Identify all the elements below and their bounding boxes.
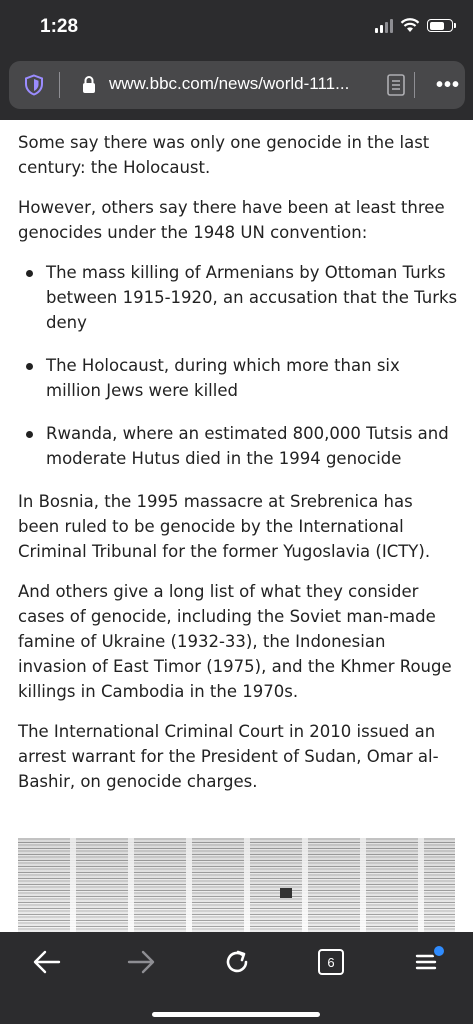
list-item: The mass killing of Armenians by Ottoman Turks between 1915-1920, an accusation that the Turks deny: [18, 260, 458, 335]
list-item: The Holocaust, during which more than six million Jews were killed: [18, 353, 458, 403]
list-item: Rwanda, where an estimated 800,000 Tutsis and moderate Hutus died in the 1994 genocide: [18, 421, 458, 471]
photo-shade: [18, 838, 455, 936]
more-icon[interactable]: •••: [436, 74, 461, 96]
article-paragraph: The International Criminal Court in 2010 issued an arrest warrant for the President of Sudan, Omar al-Bashir, on genocide charges.: [18, 722, 439, 791]
signal-icon: [375, 19, 393, 33]
back-button[interactable]: [27, 942, 67, 982]
article-body: [18, 130, 458, 809]
lock-icon: [82, 75, 96, 94]
reader-mode-icon[interactable]: [387, 74, 405, 96]
status-time: 1:28: [40, 16, 79, 37]
divider: [59, 72, 60, 98]
wifi-icon: [400, 18, 420, 33]
reload-icon: [224, 949, 250, 975]
article-photo: [18, 838, 455, 936]
photo-detail: [280, 888, 292, 898]
forward-button[interactable]: [121, 942, 161, 982]
tabs-button[interactable]: [311, 942, 351, 982]
bullet-list: [18, 260, 458, 471]
status-bar: [0, 0, 473, 58]
forward-icon: [127, 950, 155, 974]
article-paragraph: In Bosnia, the 1995 massacre at Srebrenica has been ruled to be genocide by the International Criminal Tribunal for the former Yugoslavia (ICTY).: [18, 492, 431, 561]
battery-icon: [427, 19, 453, 32]
article-paragraph: And others give a long list of what they consider cases of genocide, including the Soviet man-made famine of Ukraine (1932-33), the Indonesian invasion of East Timor (1975), and the Khmer Rouge killings in Cambodia in the 1970s.: [18, 582, 452, 701]
back-icon: [33, 950, 61, 974]
divider: [414, 72, 415, 98]
article-paragraph: However, others say there have been at least three genocides under the 1948 UN convention:: [18, 198, 445, 242]
reload-button[interactable]: [217, 942, 257, 982]
browser-toolbar: [0, 58, 473, 120]
status-icons: [375, 18, 453, 33]
shield-icon[interactable]: [23, 74, 45, 96]
menu-button[interactable]: [406, 942, 446, 982]
notification-dot: [432, 944, 446, 958]
tabs-icon: 6: [318, 949, 344, 975]
url-text[interactable]: www.bbc.com/news/world-111...: [109, 74, 350, 93]
article-paragraph: Some say there was only one genocide in the last century: the Holocaust.: [18, 133, 430, 177]
address-bar[interactable]: [9, 61, 465, 109]
home-indicator[interactable]: [152, 1012, 320, 1017]
bottom-toolbar: [0, 932, 473, 1024]
